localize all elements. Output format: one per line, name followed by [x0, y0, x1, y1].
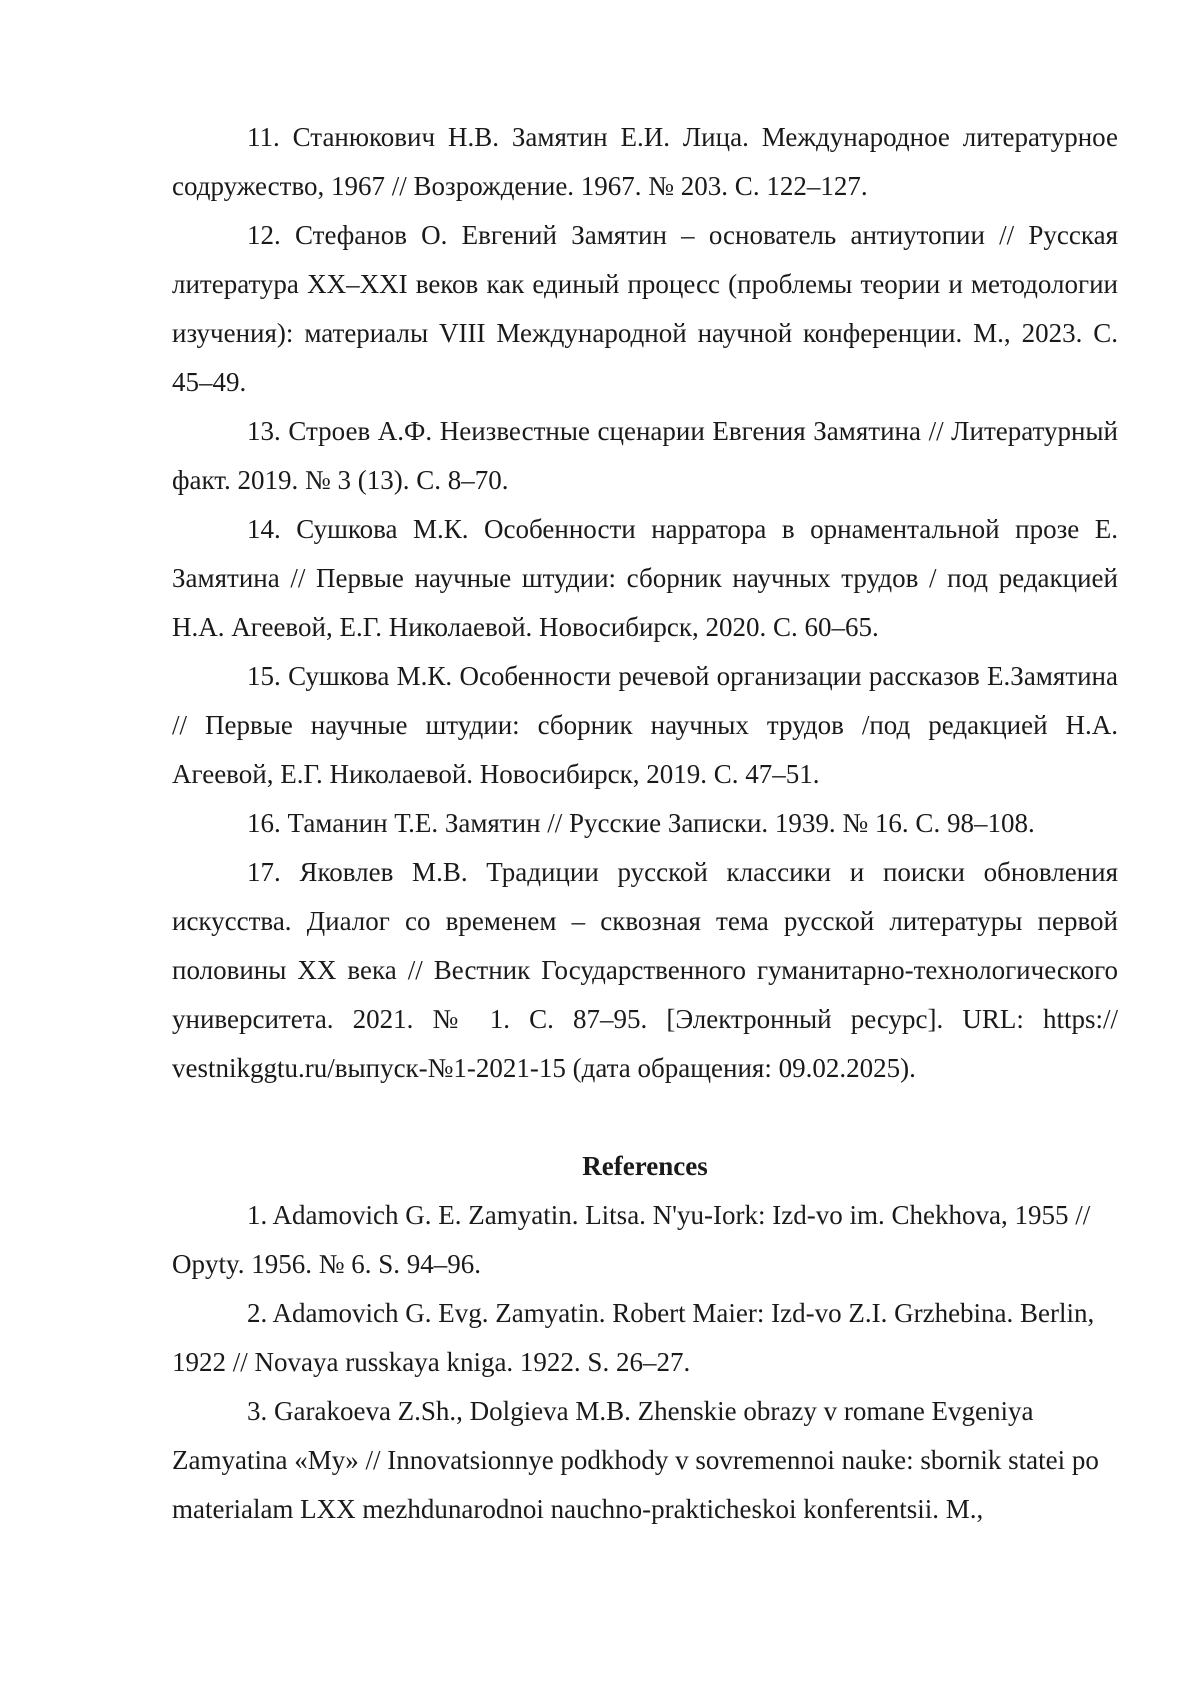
entry-number: 13.	[247, 416, 281, 446]
entry-number: 14.	[247, 514, 281, 544]
entry-number: 11.	[247, 122, 280, 152]
bibliography-entry-17	[172, 848, 1118, 1093]
entry-number: 15.	[247, 661, 281, 691]
entry-text: Стефанов О. Евгений Замятин – основатель антиутопии // Русская литература XX–XXI веков как единый процесс (проблемы теории и методологии изучения): материалы VIII Международной научной конференции. М., 2023. С. 45–49.	[172, 220, 1118, 397]
entry-number: 17.	[247, 857, 281, 887]
bibliography-entry-11	[172, 113, 1118, 211]
document-page	[0, 0, 1200, 1697]
entry-text: Яковлев М.В. Традиции русской классики и поиски обновления искусства. Диалог со временем – сквозная тема русской литературы первой половины XX века // Вестник Государственного гуманитарно-технологического университета. 2021. № 1. С. 87–95. [Электронный ресурс]. URL: https:// vestnikggtu.ru/выпуск-№1-2021-15 (дата обращения: 09.02.2025).	[172, 857, 1118, 1083]
entry-text: Строев А.Ф. Неизвестные сценарии Евгения Замятина // Литературный факт. 2019. № 3 (13). С. 8–70.	[172, 416, 1118, 495]
reference-entry-2	[172, 1289, 1118, 1387]
entry-number: 2.	[247, 1298, 267, 1328]
entry-text: Garakoeva Z.Sh., Dolgieva M.B. Zhenskie obrazy v romane Evgeniya Zamyatina «My» // Innovatsionnye podkhody v sovremennoi nauke: sbornik statei po materialam LXX mezhdunarodnoi nauchno-prakticheskoi konferentsii. M.,	[172, 1396, 1099, 1524]
entry-text: Adamovich G. Evg. Zamyatin. Robert Maier: Izd-vo Z.I. Grzhebina. Berlin, 1922 // Novaya russkaya kniga. 1922. S. 26–27.	[172, 1298, 1094, 1377]
entry-number: 1.	[247, 1200, 267, 1230]
bibliography-entry-15	[172, 652, 1118, 799]
bibliography-content	[172, 113, 1118, 1534]
entry-text: Adamovich G. E. Zamyatin. Litsa. N'yu-Iork: Izd-vo im. Chekhova, 1955 // Opyty. 1956. № 6. S. 94–96.	[172, 1200, 1090, 1279]
bibliography-entry-12	[172, 211, 1118, 407]
reference-entry-1	[172, 1191, 1118, 1289]
reference-entry-3	[172, 1387, 1118, 1534]
bibliography-entry-14	[172, 505, 1118, 652]
entry-text: Станюкович Н.В. Замятин Е.И. Лица. Международное литературное содружество, 1967 // Возрождение. 1967. № 203. С. 122–127.	[172, 122, 1118, 201]
entry-number: 16.	[247, 808, 281, 838]
entry-text: Таманин Т.Е. Замятин // Русские Записки. 1939. № 16. С. 98–108.	[288, 808, 1035, 838]
entry-number: 12.	[247, 220, 281, 250]
references-heading: References	[172, 1142, 1118, 1191]
entry-text: Сушкова М.К. Особенности нарратора в орнаментальной прозе Е. Замятина // Первые научные штудии: сборник научных трудов / под редакцией Н.А. Агеевой, Е.Г. Николаевой. Новосибирск, 2020. С. 60–65.	[172, 514, 1118, 642]
entry-text: Сушкова М.К. Особенности речевой организации рассказов Е.Замятина // Первые научные штудии: сборник научных трудов /под редакцией Н.А. Агеевой, Е.Г. Николаевой. Новосибирск, 2019. С. 47–51.	[172, 661, 1118, 789]
bibliography-entry-16	[172, 799, 1118, 848]
entry-number: 3.	[247, 1396, 267, 1426]
bibliography-entry-13	[172, 407, 1118, 505]
